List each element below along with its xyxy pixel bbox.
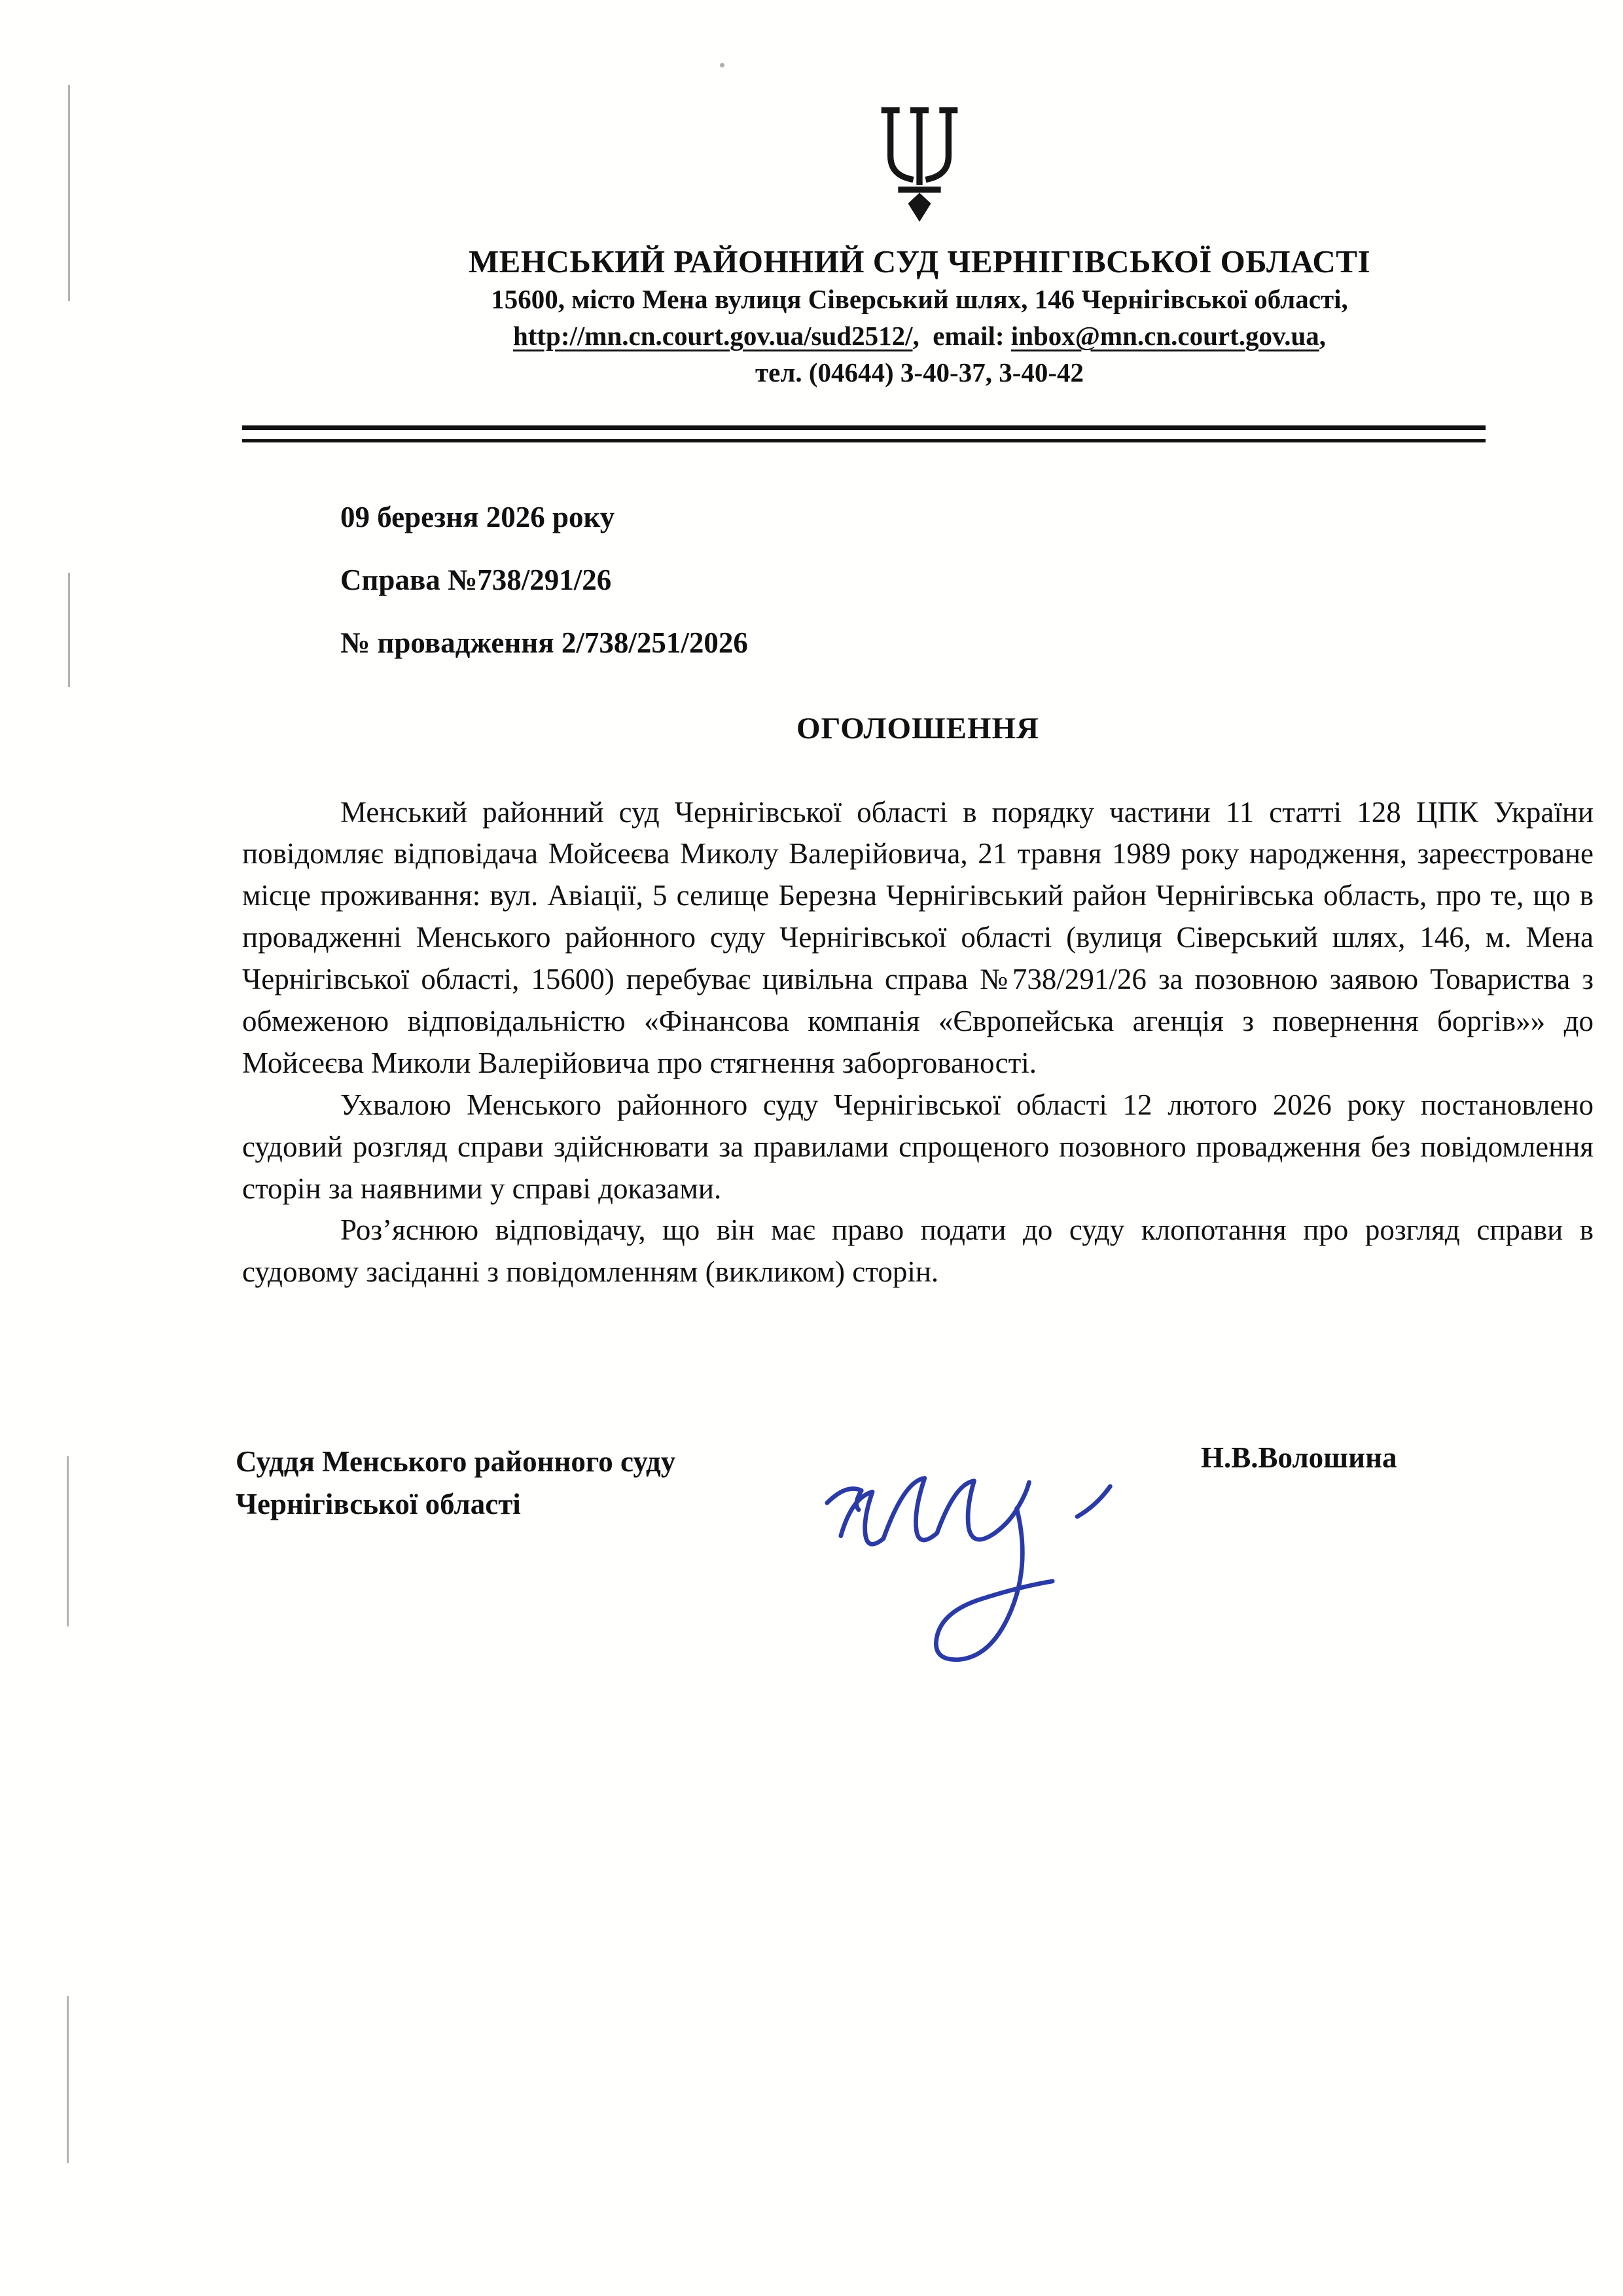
paragraph-announcement: Менський районний суд Чернігівської області в порядку частини 11 статті 128 ЦПК України повідомляє відповідача Мойсеєва Миколу Валерійовича, 21 травня 1989 року народження, зареєстроване місце проживання: вул. Авіації, 5 селище Березна Чернігівський район Чернігівська область, про те, що в провадженні Менського районного суду Чернігівської області (вулиця Сіверський шлях, 146, м. Мена Чернігівської області, 15600) перебуває цивільна справа №738/291/26 за позовною заявою Товариства з обмеженою відповідальністю «Фінансова компанія «Європейська агенція з повернення боргів»» до Мойсеєва Миколи Валерійовича про стягнення заборгованості.: [242, 795, 1594, 1079]
court-address: 15600, місто Мена вулиця Сіверський шлях, 146 Чернігівської області,: [491, 284, 1348, 315]
judge-role-line2: Чернігівської області: [236, 1488, 521, 1521]
court-phone: тел. (04644) 3-40-37, 3-40-42: [755, 357, 1084, 387]
paragraph-ruling: Ухвалою Менського районного суду Чернігівської області 12 лютого 2026 року постановлено судовий розгляд справи здійснювати за правилами спрощеного позовного провадження без повідомлення сторін за наявними у справі доказами.: [242, 1088, 1594, 1205]
ukraine-trident-icon: [874, 98, 965, 232]
case-number: Справа №738/291/26: [340, 563, 612, 596]
handwritten-signature-icon: [812, 1418, 1178, 1693]
letterhead-divider: [242, 425, 1486, 442]
court-url: http://mn.cn.court.gov.ua/sud2512/: [512, 321, 913, 351]
scan-artifact-line: [67, 1456, 69, 1626]
signature-block: [236, 1441, 1594, 1938]
scan-artifact-line: [67, 1996, 69, 2163]
court-email: inbox@mn.cn.court.gov.ua: [1010, 321, 1319, 351]
contacts-tail: ,: [1319, 321, 1327, 351]
contacts-separator: , email:: [912, 321, 1011, 351]
document-title: ОГОЛОШЕННЯ: [796, 711, 1040, 745]
proceeding-number: № провадження 2/738/251/2026: [340, 626, 748, 659]
scan-artifact-line: [68, 85, 70, 301]
document-date: 09 березня 2026 року: [340, 500, 615, 533]
case-meta: [340, 500, 1594, 660]
judge-role-line1: Суддя Менського районного суду: [236, 1445, 676, 1479]
scan-artifact-line: [68, 573, 70, 687]
document-body: [242, 792, 1594, 1294]
scan-speck: [720, 63, 724, 67]
paragraph-clarification: Роз’яснюю відповідачу, що він має право подати до суду клопотання про розгляд справи в судовому засіданні з повідомленням (викликом) сторін.: [242, 1213, 1594, 1289]
court-name: МЕНСЬКИЙ РАЙОННИЙ СУД ЧЕРНІГІВСЬКОЇ ОБЛАСТІ: [468, 243, 1371, 279]
judge-name: Н.В.Волошина: [1201, 1441, 1397, 1475]
letterhead: [236, 98, 1603, 391]
court-contacts: [236, 318, 1603, 355]
